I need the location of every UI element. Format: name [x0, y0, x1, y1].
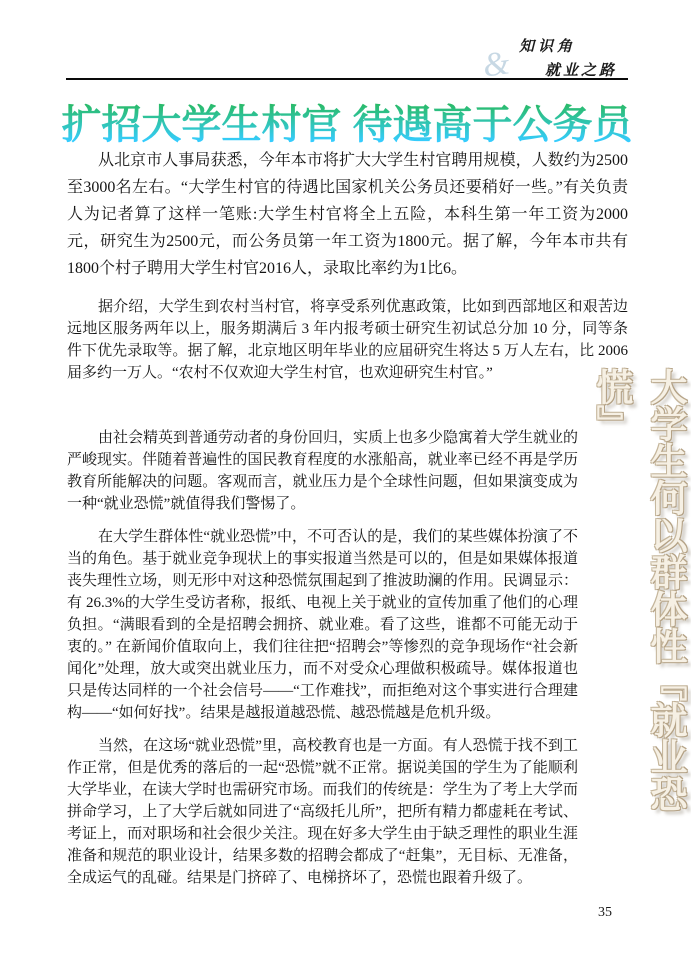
essay-vertical-headline: 大学生何以群体性『就业恐慌』	[590, 368, 685, 812]
page-number: 35	[598, 905, 612, 920]
header-column-label: 就业之路	[545, 63, 618, 79]
header-rule-divider	[66, 78, 628, 80]
essay-paragraph-2: 在大学生群体性“就业恐慌”中，不可否认的是，我们的某些媒体扮演了不当的角色。基于就业竞争现状上的事实报道当然是可以的，但是如果媒体报道丧失理性立场，则无形中对这种恐慌氛围起到了推波助澜的作用。民调显示：有 26.3%的大学生受访者称，报纸、电视上关于就业的宣传加重了他们的心理负担。“满眼看到的全是招聘会拥挤、就业难。看了这些，谁都不可能无动于衷的。” 在新闻价值取向上，我们往往把“招聘会”等惨烈的竞争现场作“社会新闻化”处理，放大或突出就业压力，而不对受众心理做积极疏导。媒体报道也只是传达同样的一个社会信号——“工作难找”，而拒绝对这个事实进行合理建构——“如何好找”。结果是越报道越恐慌、越恐慌越是危机升级。	[67, 529, 578, 721]
essay-paragraph-3: 当然，在这场“就业恐慌”里，高校教育也是一方面。有人恐慌于找不到工作正常，但是优秀的落后的一起“恐慌”就不正常。据说美国的学生为了能顺利大学毕业，在读大学时也需研究市场。而我们的传统是：学生为了考上大学而拼命学习，上了大学后就如同进了“高级托儿所”，把所有精力都虚耗在考试、考证上，而对职场和社会很少关注。现在好多大学生由于缺乏理性的职业生涯准备和规范的职业设计，结果多数的招聘会都成了“赶集”，无目标、无准备，全成运气的乱碰。结果是门挤碎了、电梯挤坏了，恐慌也跟着升级了。	[67, 738, 578, 886]
news-paragraph-2: 据介绍，大学生到农村当村官，将享受系列优惠政策，比如到西部地区和艰苦边远地区服务两年以上，服务期满后 3 年内报考硕士研究生初试总分加 10 分，同等条件下优先录取等。据了解，北京地区明年毕业的应届研究生将达 5 万人左右，比 2006 届多约一万人。“农村不仅欢迎大学生村官，也欢迎研究生村官。”	[67, 299, 628, 381]
ampersand-ornament-icon: &	[480, 44, 512, 85]
article-title: 扩招大学生村官 待遇高于公务员	[38, 93, 656, 150]
news-paragraph-1: 从北京市人事局获悉，今年本市将扩大大学生村官聘用规模，人数约为2500至3000名左右。“大学生村官的待遇比国家机关公务员还要稍好一些。”有关负责人为记者算了这样一笔账:大学生村官将全上五险，本科生第一年工资为2000元，研究生为2500元，而公务员第一年工资为1800元。据了解，今年本市共有1800个村子聘用大学生村官2016人，录取比率约为1比6。	[67, 152, 628, 277]
header-topic-label: 知识角	[519, 39, 577, 55]
article-body	[67, 147, 628, 889]
essay-paragraph-1: 由社会精英到普通劳动者的身份回归，实质上也多少隐寓着大学生就业的严峻现实。伴随着普遍性的国民教育程度的水涨船高，就业率已经不再是学历教育所能解决的问题。客观而言，就业压力是个全球性问题，但如果演变成为一种“就业恐慌”就值得我们警惕了。	[67, 430, 579, 512]
